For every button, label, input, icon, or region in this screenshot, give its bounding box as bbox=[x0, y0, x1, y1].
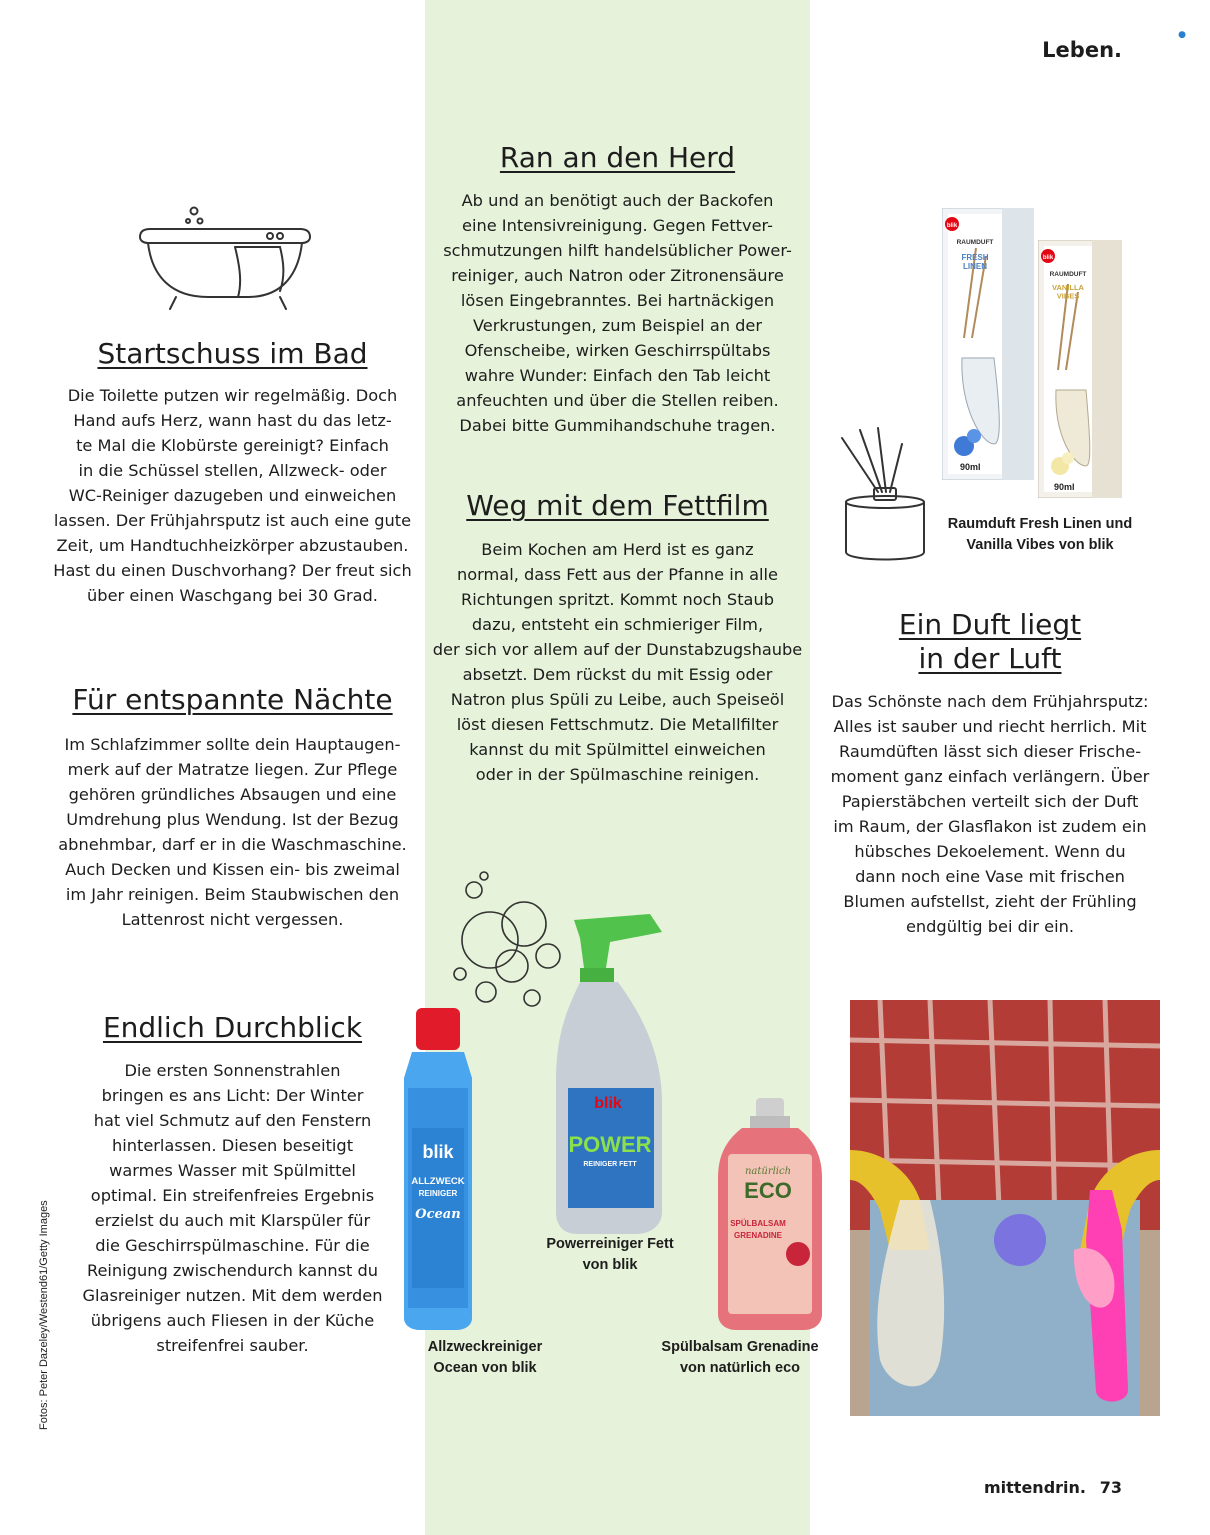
box1-type-label: RAUMDUFT bbox=[956, 239, 994, 246]
eco-brand: ECO bbox=[744, 1178, 792, 1203]
caption-raumduft: Raumduft Fresh Linen und Vanilla Vibes von blik bbox=[947, 516, 1133, 553]
eco-label-1: SPÜLBALSAM bbox=[730, 1219, 786, 1228]
allzweck-label-2: REINIGER bbox=[418, 1189, 458, 1198]
text-endlich-durchblick: Die ersten Sonnenstrahlen bringen es ans Licht: Der Winter hat viel Schmutz auf den Fenstern hinterlassen. Diesen beseitigt warmes Wasser mit Spülmittel optimal. Ein streifenfreies Ergebnis erzielst du auch mit Klarspüler für die Geschirrspülmaschine. Für die Reinigung zwischendurch kannst du Glasreiniger nutzen. Mit dem werden übrigens auch Fliesen in der Küche streifenfrei sauber. bbox=[82, 1061, 383, 1355]
heading-ein-duft-liegt-in-der-luft: Ein Duft liegt in der Luft bbox=[898, 608, 1082, 675]
eco-label-2: GRENADINE bbox=[733, 1231, 783, 1240]
footer-magazine-name bbox=[984, 1478, 1086, 1497]
raumduft-fresh-linen-box bbox=[942, 208, 1034, 480]
heading-entspannte-naechte: Für entspannte Nächte bbox=[72, 683, 393, 716]
box1-name-label: FRESH LINEN bbox=[961, 253, 989, 272]
page-number: 73 bbox=[1099, 1478, 1122, 1497]
spuelbalsam-bottle bbox=[712, 1098, 828, 1330]
bathtub-illustration bbox=[130, 185, 320, 315]
reed-diffuser-illustration bbox=[838, 420, 948, 570]
corner-mark: ● bbox=[1178, 30, 1186, 40]
heading-ran-an-den-herd: Ran an den Herd bbox=[499, 141, 736, 174]
raumduft-vanilla-vibes-box bbox=[1038, 240, 1122, 498]
allzweck-label-1: ALLZWECK bbox=[411, 1176, 465, 1187]
cleaning-person-photo bbox=[850, 1000, 1160, 1416]
text-weg-mit-dem-fettfilm: Beim Kochen am Herd ist es ganz normal, dass Fett aus der Pfanne in alle Richtungen spritzt. Kommt noch Staub dazu, entsteht ein schmieriger Film, der sich vor allem auf der Dunstabzugshaube absetzt. Dem rückst du mit Essig oder Natron plus Spüli zu Leibe, auch Speiseöl löst diesen Fettschmutz. Die Metallfilter kannst du mit Spülmittel einweichen oder in der Spülmaschine reinigen. bbox=[432, 540, 803, 784]
magazine-name: mittendrin. bbox=[984, 1478, 1086, 1497]
heading-weg-mit-dem-fettfilm: Weg mit dem Fettfilm bbox=[466, 489, 769, 522]
power-brand: blik bbox=[594, 1095, 622, 1112]
caption-spuelbalsam: Spülbalsam Grenadine von natürlich eco bbox=[661, 1339, 819, 1376]
heading-endlich-durchblick: Endlich Durchblick bbox=[102, 1011, 363, 1044]
section-brand: Leben. bbox=[1042, 38, 1122, 62]
box1-volume-label: 90ml bbox=[960, 462, 981, 472]
box2-type-label: RAUMDUFT bbox=[1049, 271, 1087, 278]
box1-brand-label: blik bbox=[946, 223, 958, 229]
eco-label-top: natürlich bbox=[744, 1166, 792, 1177]
caption-allzweckreiniger: Allzweckreiniger Ocean von blik bbox=[427, 1339, 543, 1376]
text-ran-an-den-herd: Ab und an benötigt auch der Backofen eine Intensivreinigung. Gegen Fettver- schmutzungen hilft handelsüblicher Power- reiniger, auch Natron oder Zitronensäure lösen Eingebranntes. Bei hartnäckigen Verkrustungen, zum Beispiel an der Ofenscheibe, wirken Geschirrspültabs wahre Wunder: Einfach den Tab leicht anfeuchten und über die Stellen reiben. Dabei bitte Gummihandschuhe tragen. bbox=[443, 191, 792, 435]
power-label-2: REINIGER FETT bbox=[583, 1161, 637, 1168]
box2-brand-label: blik bbox=[1042, 255, 1054, 261]
text-startschuss-im-bad: Die Toilette putzen wir regelmäßig. Doch Hand aufs Herz, wann hast du das letz- te Mal die Klobürste gereinigt? Einfach in die Schüssel stellen, Allzweck- oder WC-Reiniger dazugeben und einweichen lassen. Der Frühjahrsputz ist auch eine gute Zeit, um Handtuchheizkörper abzustauben. Hast du einen Duschvorhang? Der freut sich über einen Waschgang bei 30 Grad. bbox=[53, 386, 412, 605]
box2-volume-label: 90ml bbox=[1054, 482, 1075, 492]
allzweckreiniger-bottle bbox=[398, 1008, 508, 1330]
caption-powerreiniger: Powerreiniger Fett von blik bbox=[546, 1236, 674, 1273]
photo-credit: Fotos: Peter Dazeley/Westend61/Getty Images bbox=[38, 1200, 50, 1430]
box2-name-label: VANILLA VIBES bbox=[1052, 283, 1084, 301]
allzweck-brand: blik bbox=[422, 1142, 454, 1162]
powerreiniger-bottle bbox=[550, 912, 680, 1234]
text-ein-duft-liegt-in-der-luft: Das Schönste nach dem Frühjahrsputz: Alles ist sauber und riecht herrlich. Mit Raumdüften lässt sich dieser Frische- moment ganz einfach verlängern. Über Papierstäbchen verteilt sich der Duft im Raum, der Glasflakon ist zudem ein hübsches Dekoelement. Wenn du dann noch eine Vase mit frischen Blumen aufstellst, zieht der Frühling endgültig bei dir ein. bbox=[830, 692, 1150, 936]
allzweck-variant: Ocean bbox=[415, 1207, 461, 1222]
heading-startschuss-im-bad: Startschuss im Bad bbox=[97, 337, 368, 370]
power-label-1: POWER bbox=[568, 1132, 652, 1157]
text-entspannte-naechte: Im Schlafzimmer sollte dein Hauptaugen- merk auf der Matratze liegen. Zur Pflege gehören gründliches Absaugen und eine Umdrehung plus Wendung. Ist der Bezug abnehmbar, darf er in die Waschmaschine. Auch Decken und Kissen ein- bis zweimal im Jahr reinigen. Beim Staubwischen den Lattenrost nicht vergessen. bbox=[58, 735, 407, 929]
